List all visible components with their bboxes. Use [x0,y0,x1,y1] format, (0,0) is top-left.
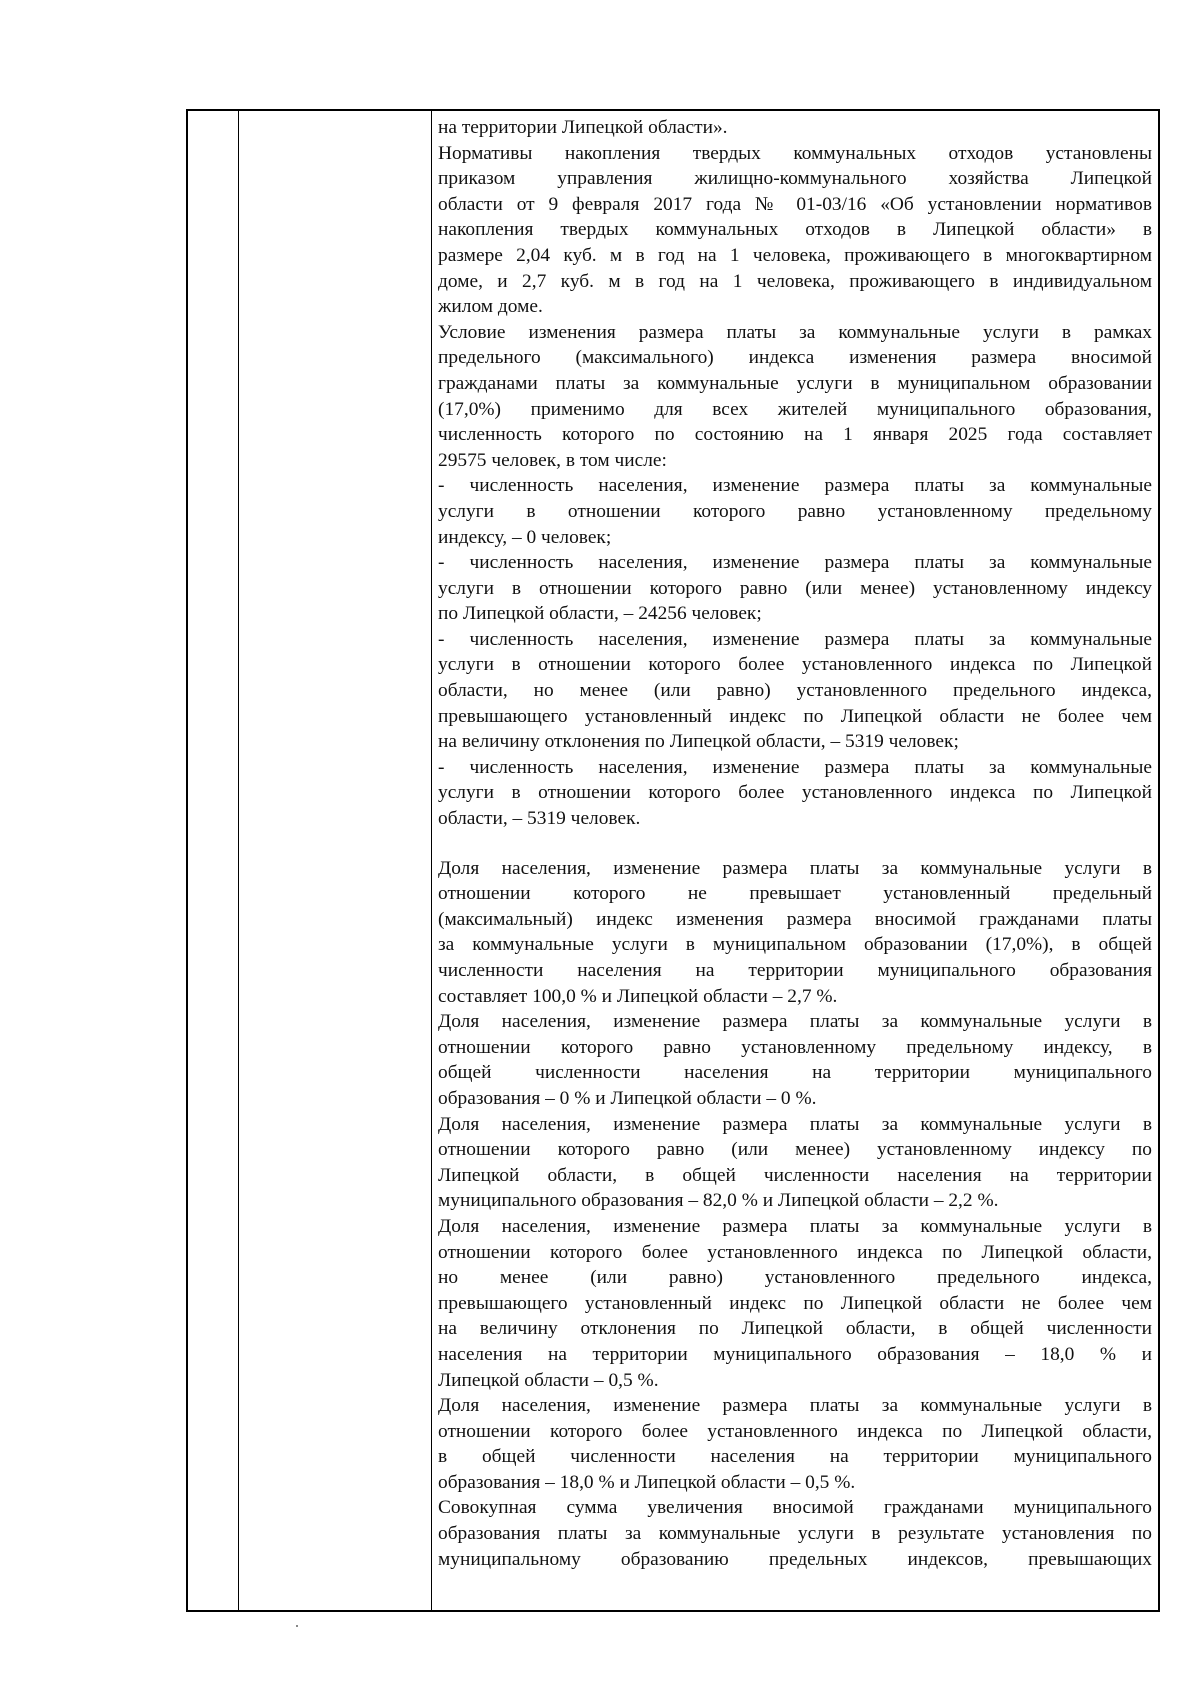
text-line: муниципальному образованию предельных индексов, превышающих [438,1548,1152,1570]
text-line: Нормативы накопления твердых коммунальных отходов установлены [438,142,1152,164]
text-line: накопления твердых коммунальных отходов в Липецкой области» в [438,219,1152,241]
text-line: доме, и 2,7 куб. м в год на 1 человека, проживающего в индивидуальном [438,270,1152,292]
document-text-column [438,115,1152,1572]
document-table [186,109,1160,1612]
text-line: гражданами платы за коммунальные услуги в муниципальном образовании [438,372,1152,394]
paragraph-gap [438,832,1152,856]
text-line: превышающего установленный индекс по Липецкой области не более чем [438,705,1152,727]
text-line: (17,0%) применимо для всех жителей муниципального образования, [438,398,1152,420]
text-line: - численность населения, изменение размера платы за коммунальные [438,552,1152,574]
text-line: численность которого по состоянию на 1 января 2025 года составляет [438,424,1152,446]
text-line: населения на территории муниципального образования – 18,0 % и [438,1343,1152,1365]
text-line: превышающего установленный индекс по Липецкой области не более чем [438,1292,1152,1314]
text-line: численности населения на территории муниципального образования [438,960,1152,981]
text-line: образования – 18,0 % и Липецкой области – 0,5 %. [438,1471,856,1493]
text-line: образования платы за коммунальные услуги в результате установления по [438,1523,1152,1545]
text-line: Липецкой области, в общей численности населения на территории [438,1164,1152,1186]
scan-artifact-dot [296,1625,298,1627]
text-line: области, но менее (или равно) установленного предельного индекса, [438,680,1152,702]
text-line: образования – 0 % и Липецкой области – 0 %. [438,1087,817,1109]
text-line: размере 2,04 куб. м в год на 1 человека, проживающего в многоквартирном [438,244,1152,266]
text-line: приказом управления жилищно-коммунального хозяйства Липецкой [438,168,1152,190]
text-line: услуги в отношении которого равно (или менее) установленному индексу [438,577,1152,599]
text-line: Доля населения, изменение размера платы за коммунальные услуги в [438,1113,1152,1135]
text-line: Доля населения, изменение размера платы за коммунальные услуги в [438,857,1152,879]
text-line: (максимальный) индекс изменения размера вносимой гражданами платы [438,908,1152,930]
text-line: в общей численности населения на территории муниципального [438,1446,1152,1468]
text-line: индексу, – 0 человек; [438,526,612,548]
text-line: отношении которого равно установленному предельному индексу, в [438,1036,1152,1058]
text-line: отношении которого более установленного индекса по Липецкой области, [438,1241,1152,1263]
text-line: услуги в отношении которого равно установленному предельному [438,500,1152,522]
table-column-divider [431,111,432,1610]
text-line: - численность населения, изменение размера платы за коммунальные [438,475,1152,497]
text-line: но менее (или равно) установленного предельного индекса, [438,1267,1152,1289]
text-line: муниципального образования – 82,0 % и Липецкой области – 2,2 %. [438,1190,999,1212]
text-line: составляет 100,0 % и Липецкой области – 2,7 %. [438,985,838,1007]
text-line: Доля населения, изменение размера платы за коммунальные услуги в [438,1215,1152,1237]
text-line: на величину отклонения по Липецкой области, – 5319 человек; [438,731,959,753]
table-column-divider [238,111,239,1610]
text-line: за коммунальные услуги в муниципальном образовании (17,0%), в общей [438,934,1152,956]
text-line: области, – 5319 человек. [438,808,641,830]
text-line: общей численности населения на территории муниципального [438,1062,1152,1084]
text-line: предельного (максимального) индекса изменения размера вносимой [438,347,1152,369]
text-line: на территории Липецкой области». [438,117,728,138]
text-line: Доля населения, изменение размера платы за коммунальные услуги в [438,1011,1152,1033]
text-line: - численность населения, изменение размера платы за коммунальные [438,628,1152,650]
text-line: услуги в отношении которого более установленного индекса по Липецкой [438,782,1152,804]
text-line: Условие изменения размера платы за коммунальные услуги в рамках [438,321,1152,343]
text-line: отношении которого более установленного индекса по Липецкой области, [438,1420,1152,1442]
text-line: области от 9 февраля 2017 года № 01-03/16 «Об установлении нормативов [438,193,1152,215]
text-line: отношении которого равно (или менее) установленному индексу по [438,1139,1152,1161]
text-line: Совокупная сумма увеличения вносимой гражданами муниципального [438,1497,1152,1519]
text-line: на величину отклонения по Липецкой области, в общей численности [438,1318,1152,1340]
text-line: - численность населения, изменение размера платы за коммунальные [438,756,1152,778]
text-line: Липецкой области – 0,5 %. [438,1369,659,1391]
text-line: отношении которого не превышает установленный предельный [438,883,1152,905]
text-line: услуги в отношении которого более установленного индекса по Липецкой [438,654,1152,676]
text-line: 29575 человек, в том числе: [438,449,667,471]
text-line: Доля населения, изменение размера платы за коммунальные услуги в [438,1395,1152,1417]
text-line: жилом доме. [438,296,543,318]
text-line: по Липецкой области, – 24256 человек; [438,603,762,625]
